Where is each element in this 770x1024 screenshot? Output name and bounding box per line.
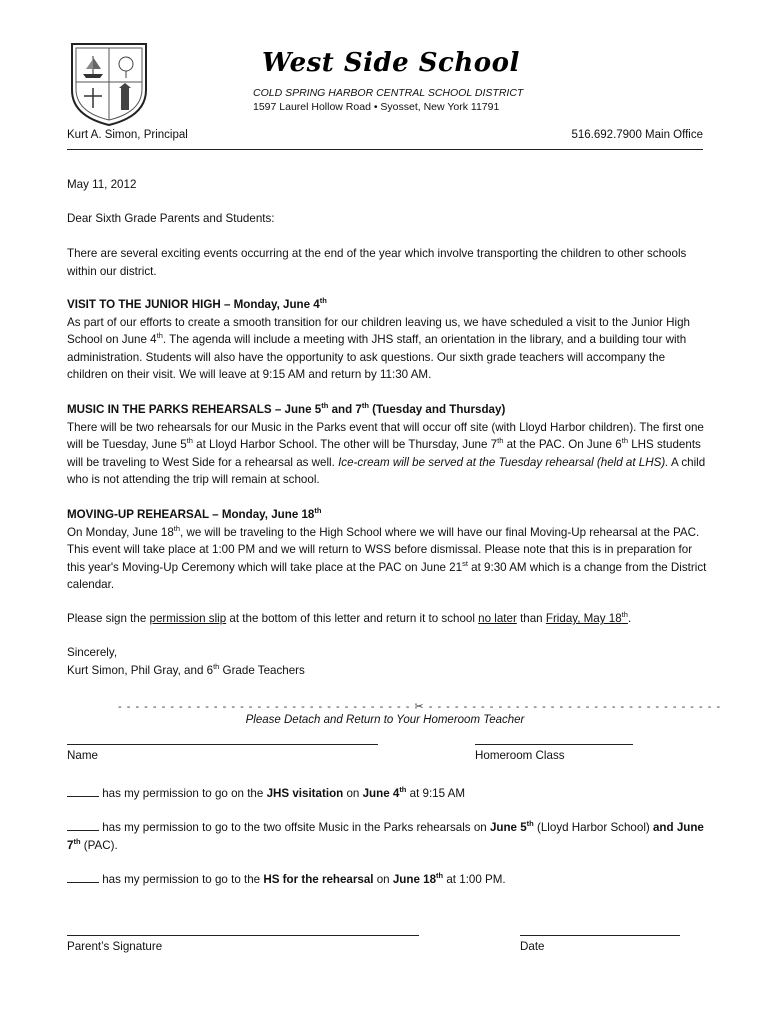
date-label: Date [520,940,545,953]
scissors-cut-line: - - - - - - - - - - - - - - - - - - - - - - - - - - - - - - - - - - ✂ - - - - - - - - - - - - - - - - - - - - - - - - - - - - - - - - - - [118,701,722,713]
letter-date: May 11, 2012 [67,178,137,191]
permission-blank[interactable] [67,818,99,831]
section-music-rehearsals [67,401,707,489]
school-name: West Side School [262,48,520,78]
section-heading: MUSIC IN THE PARKS REHEARSALS – June 5th and 7th (Tuesday and Thursday) [67,401,506,416]
closing: Sincerely, Kurt Simon, Phil Gray, and 6th Grade Teachers [67,646,305,677]
school-address: 1597 Laurel Hollow Road • Syosset, New York 11791 [253,101,500,113]
intro-paragraph: There are several exciting events occurring at the end of the year which involve transporting the children to other schools within our district. [67,247,687,278]
name-field-line[interactable] [67,744,378,745]
permission-blank[interactable] [67,784,99,797]
section-body: On Monday, June 18th, we will be traveling to the High School where we will have our final Moving-Up rehearsal at the PAC. This event will take place at 1:00 PM and we will return to WSS before dismissal. Please note that this is in preparation for this year's Moving-Up Ceremony which will take place at the PAC on June 21st at 9:30 AM which is a change from the District calendar. [67,523,707,591]
name-label: Name [67,749,98,762]
principal-name: Kurt A. Simon, Principal [67,129,188,141]
section-junior-high [67,296,707,384]
homeroom-label: Homeroom Class [475,749,565,762]
homeroom-field-line[interactable] [475,744,633,745]
section-moving-up [67,506,707,594]
permission-blank[interactable] [67,870,99,883]
section-body: There will be two rehearsals for our Music in the Parks event that will occur off site (with Lloyd Harbor children). The first one will be Tuesday, June 5th at Lloyd Harbor School. The other will be Thursday, June 7th at the PAC. On June 6th LHS students will be traveling to West Side for a rehearsal as well. Ice-cream will be served at the Tuesday rehearsal (held at LHS). A child who is not attending the trip will remain at school. [67,420,706,486]
permission-music: has my permission to go to the two offsite Music in the Parks rehearsals on June 5th (Lloyd Harbor School) and June 7th (PAC). [67,819,704,852]
section-heading: MOVING-UP REHEARSAL – Monday, June 18th [67,506,322,521]
section-heading: VISIT TO THE JUNIOR HIGH – Monday, June 4th [67,296,327,311]
date-field-line[interactable] [520,935,680,936]
header-divider [67,149,703,150]
permission-hs: has my permission to go to the HS for the rehearsal on June 18th at 1:00 PM. [67,870,717,889]
parent-signature-line[interactable] [67,935,419,936]
office-phone: 516.692.7900 Main Office [571,129,703,141]
district-name: COLD SPRING HARBOR CENTRAL SCHOOL DISTRICT [253,87,524,99]
school-crest-icon [66,38,152,128]
detach-instructions: Please Detach and Return to Your Homeroom Teacher [245,714,525,726]
permission-jhs: has my permission to go on the JHS visitation on June 4th at 9:15 AM [67,784,717,803]
parent-signature-label: Parent’s Signature [67,940,163,953]
permission-instructions: Please sign the permission slip at the bottom of this letter and return it to school no later than Friday, May 18th. [67,610,632,625]
salutation: Dear Sixth Grade Parents and Students: [67,212,275,225]
section-body: As part of our efforts to create a smooth transition for our children leaving us, we have scheduled a visit to the Junior High School on June 4th. The agenda will include a meeting with JHS staff, an orientation in the library, and a building tour with administration. Students will also have the opportunity to ask questions. Our sixth grade teachers will accompany the children on their visit. We will leave at 9:15 AM and return by 11:30 AM. [67,315,690,381]
